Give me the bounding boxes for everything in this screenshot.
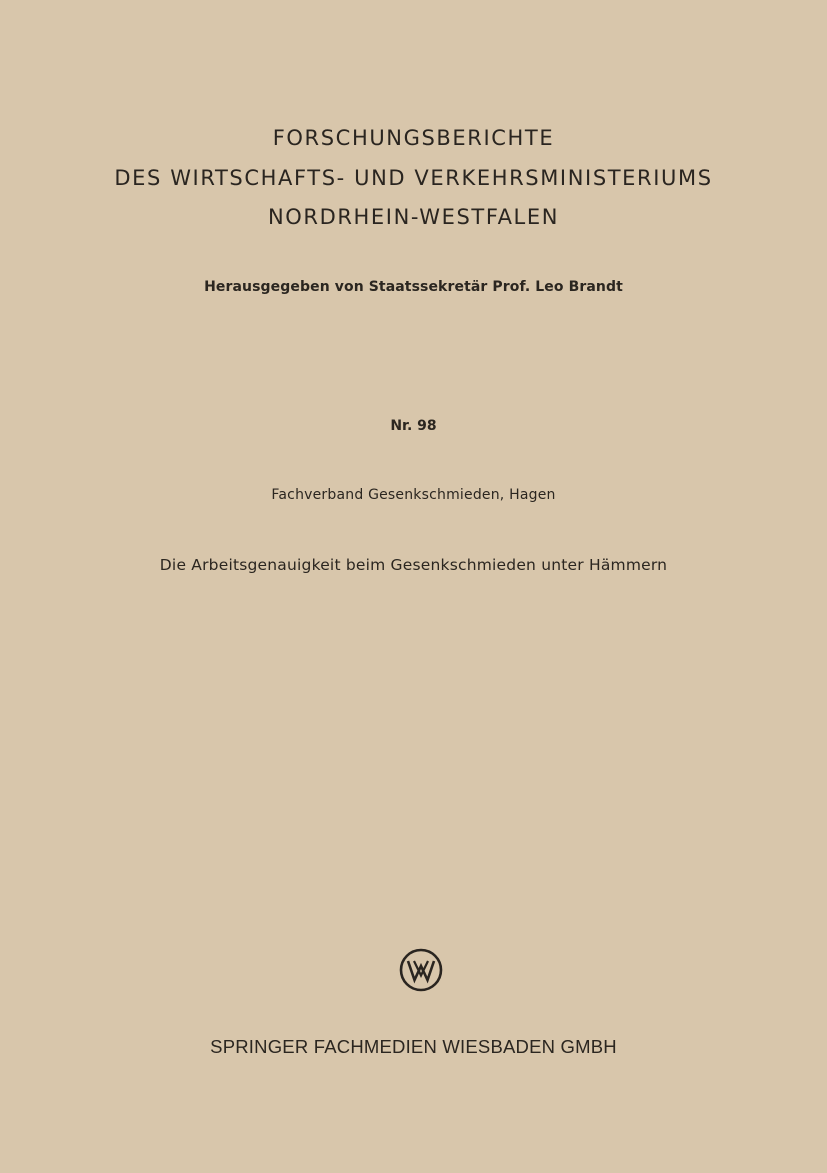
publisher-name: SPRINGER FACHMEDIEN WIESBADEN GMBH xyxy=(210,1036,617,1057)
series-title-line-3: NORDRHEIN-WESTFALEN xyxy=(267,205,560,229)
series-title-line-1: FORSCHUNGSBERICHTE xyxy=(272,126,555,150)
book-title: Die Arbeitsgenauigkeit beim Gesenkschmieden unter Hämmern xyxy=(159,556,668,574)
series-title-line-2: DES WIRTSCHAFTS- UND VERKEHRSMINISTERIUMS xyxy=(114,166,713,190)
publisher-logo-icon xyxy=(399,948,443,992)
editor-credit: Herausgegeben von Staatssekretär Prof. Leo Brandt xyxy=(204,279,623,295)
author: Fachverband Gesenkschmieden, Hagen xyxy=(271,487,556,503)
volume-number: Nr. 98 xyxy=(390,418,437,434)
